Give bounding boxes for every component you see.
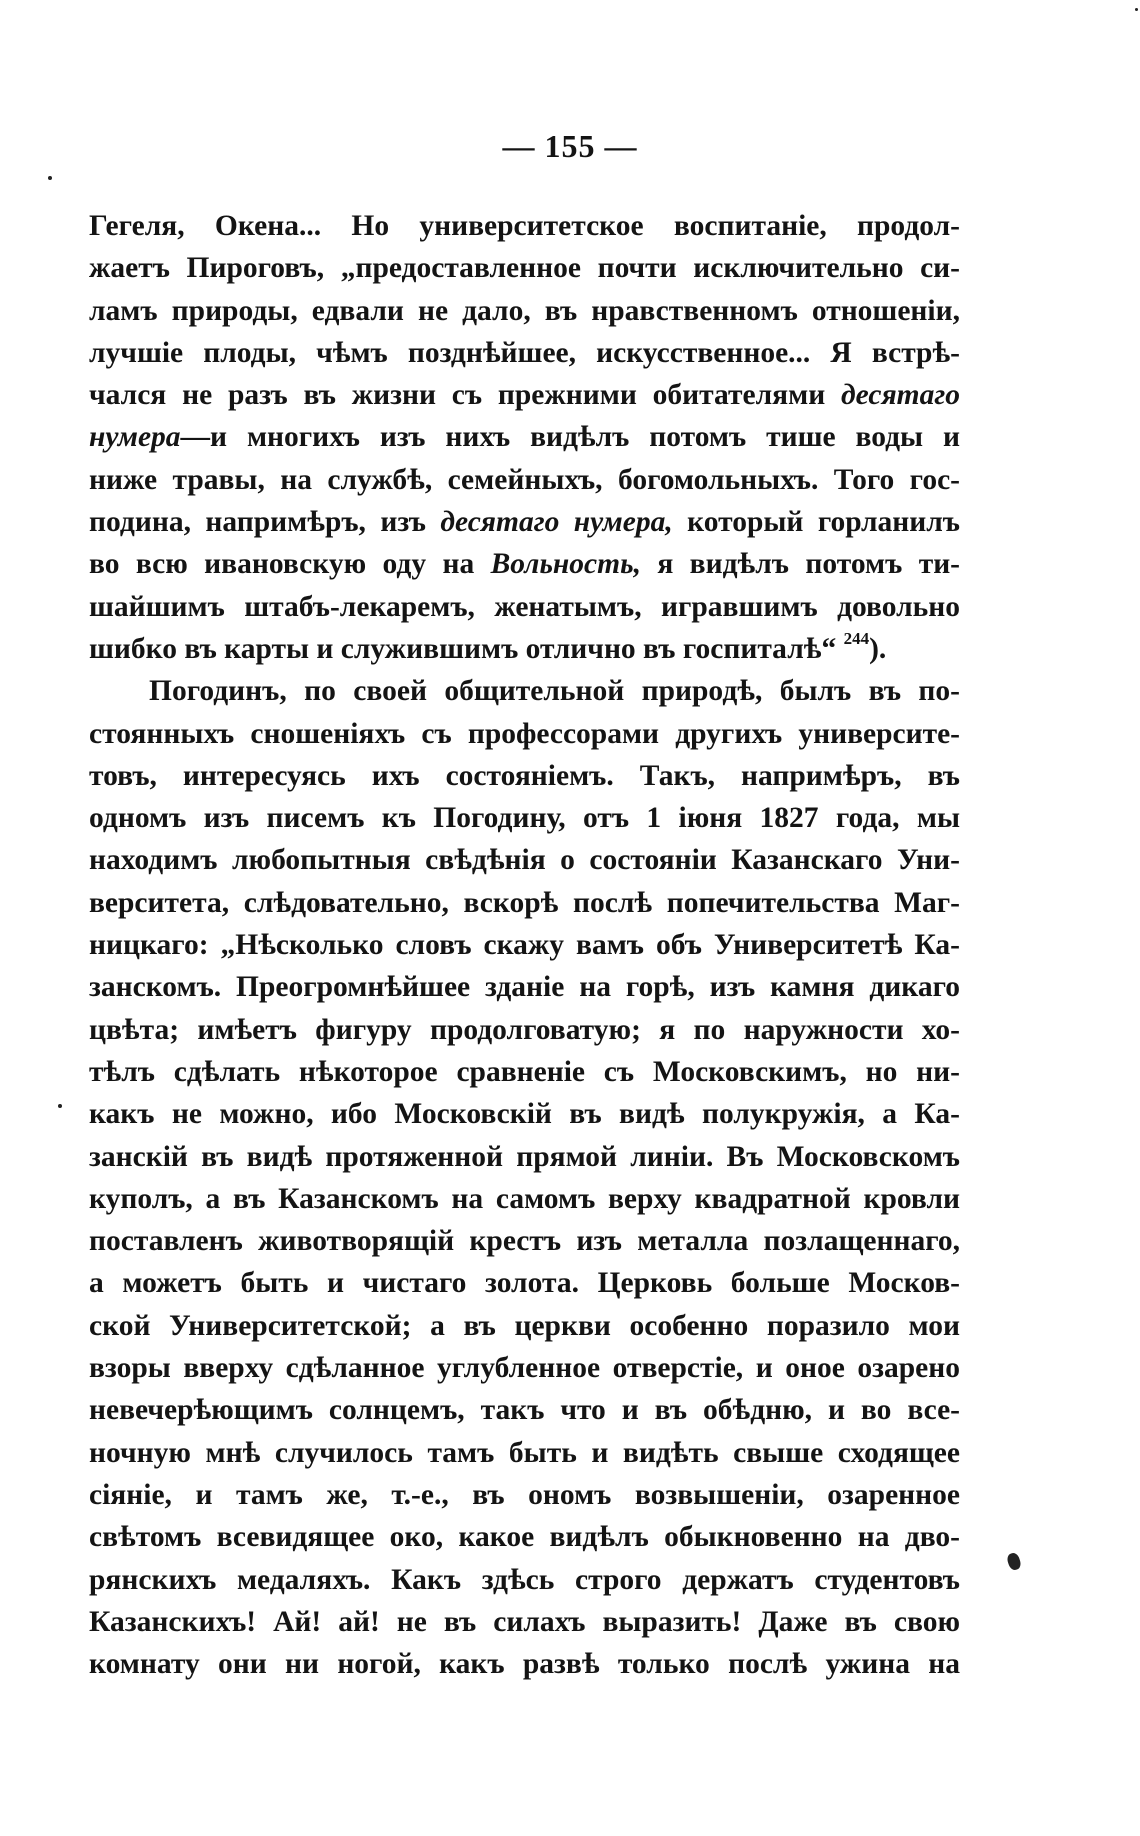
text-line: занскомъ. Преогромнѣйшее зданіе на горѣ, изъ камня дикаго — [89, 971, 960, 1004]
text-line: жаетъ Пироговъ, „предоставленное почти исключительно си- — [89, 252, 960, 285]
text-line: сіяніе, и тамъ же, т.-е., въ ономъ возвышеніи, озаренное — [89, 1478, 960, 1511]
text-segment: —и многихъ изъ нихъ видѣлъ потомъ тише воды и — [180, 421, 960, 454]
text-line: товъ, интересуясь ихъ состояніемъ. Такъ, напримѣръ, въ — [89, 759, 960, 792]
text-line: свѣтомъ всевидящее око, какое видѣлъ обыкновенно на дво- — [89, 1521, 960, 1554]
text-line: невечерѣющимъ солнцемъ, такъ что и въ обѣдню, и во все- — [89, 1394, 960, 1427]
italic-text: десятаго — [841, 379, 961, 412]
text-line: ницкаго: „Нѣсколько словъ скажу вамъ объ Университетѣ Ка- — [89, 929, 960, 962]
text-line: лучшіе плоды, чѣмъ позднѣйшее, искусственное... Я встрѣ- — [89, 336, 960, 369]
text-segment: ). — [869, 632, 887, 665]
text-line: занскій въ видѣ протяженной прямой линіи. Въ Московскомъ — [89, 1140, 960, 1173]
footnote-reference: 244 — [843, 628, 870, 648]
scan-speck — [58, 1104, 62, 1108]
text-line — [89, 628, 960, 670]
text-line: верситета, слѣдовательно, вскорѣ послѣ попечительства Маг- — [89, 886, 960, 919]
text-line: Погодинъ, по своей общительной природѣ, былъ въ по- — [149, 675, 960, 708]
scan-speck — [1006, 1552, 1023, 1572]
text-line: ниже травы, на службѣ, семейныхъ, богомольныхъ. Того гос- — [89, 463, 960, 496]
text-line: какъ не можно, ибо Московскій въ видѣ полукружія, а Ка- — [89, 1098, 960, 1131]
text-line — [89, 374, 960, 416]
text-line: тѣлъ сдѣлать нѣкоторое сравненіе съ Московскимъ, но ни- — [89, 1055, 960, 1088]
text-segment: подина, напримѣръ, изъ — [89, 506, 426, 539]
text-line: цвѣта; имѣетъ фигуру продолговатую; я по наружности хо- — [89, 1013, 960, 1046]
text-line — [89, 416, 960, 458]
text-line — [89, 543, 960, 585]
page-number: — 155 — — [502, 128, 638, 164]
text-line: шайшимъ штабъ-лекаремъ, женатымъ, игравшимъ довольно — [89, 590, 960, 623]
text-segment: чался не разъ въ жизни съ прежними обитателями — [89, 379, 826, 412]
scan-speck — [1135, 8, 1138, 11]
italic-text: Вольность, — [490, 548, 641, 581]
text-line: Казанскихъ! Ай! ай! не въ силахъ выразить! Даже въ свою — [89, 1605, 960, 1638]
text-line: ламъ природы, едвали не дало, въ нравственномъ отношеніи, — [89, 294, 960, 327]
text-line: куполъ, а въ Казанскомъ на самомъ верху квадратной кровли — [89, 1182, 960, 1215]
text-line: рянскихъ медаляхъ. Какъ здѣсь строго держатъ студентовъ — [89, 1563, 960, 1596]
text-line: взоры вверху сдѣланное углубленное отверстіе, и оное озарено — [89, 1352, 960, 1385]
text-segment: во всю ивановскую оду на — [89, 548, 475, 581]
text-segment: который горланилъ — [687, 506, 960, 539]
text-line: ночную мнѣ случилось тамъ быть и видѣть свыше сходящее — [89, 1436, 960, 1469]
scan-speck — [48, 176, 52, 180]
text-line: стоянныхъ сношеніяхъ съ профессорами другихъ университе- — [89, 717, 960, 750]
text-line: находимъ любопытныя свѣдѣнія о состояніи Казанскаго Уни- — [89, 844, 960, 877]
text-segment: шибко въ карты и служившимъ отлично въ госпиталѣ“ — [89, 632, 837, 665]
text-line: комнату они ни ногой, какъ развѣ только послѣ ужина на — [89, 1648, 960, 1681]
text-line: поставленъ животворящій крестъ изъ металла позлащеннаго, — [89, 1225, 960, 1258]
page-body — [89, 205, 960, 1685]
text-line: а можетъ быть и чистаго золота. Церковь больше Москов- — [89, 1267, 960, 1300]
text-line: Гегеля, Окена... Но университетское воспитаніе, продол- — [89, 210, 960, 242]
text-line — [89, 501, 960, 543]
italic-text: десятаго нумера, — [440, 506, 673, 539]
text-segment: я видѣлъ потомъ ти- — [657, 548, 961, 581]
text-line: ской Университетской; а въ церкви особенно поразило мои — [89, 1309, 960, 1342]
italic-text: нумера — [89, 421, 181, 454]
text-line: одномъ изъ писемъ къ Погодину, отъ 1 іюня 1827 года, мы — [89, 802, 960, 835]
